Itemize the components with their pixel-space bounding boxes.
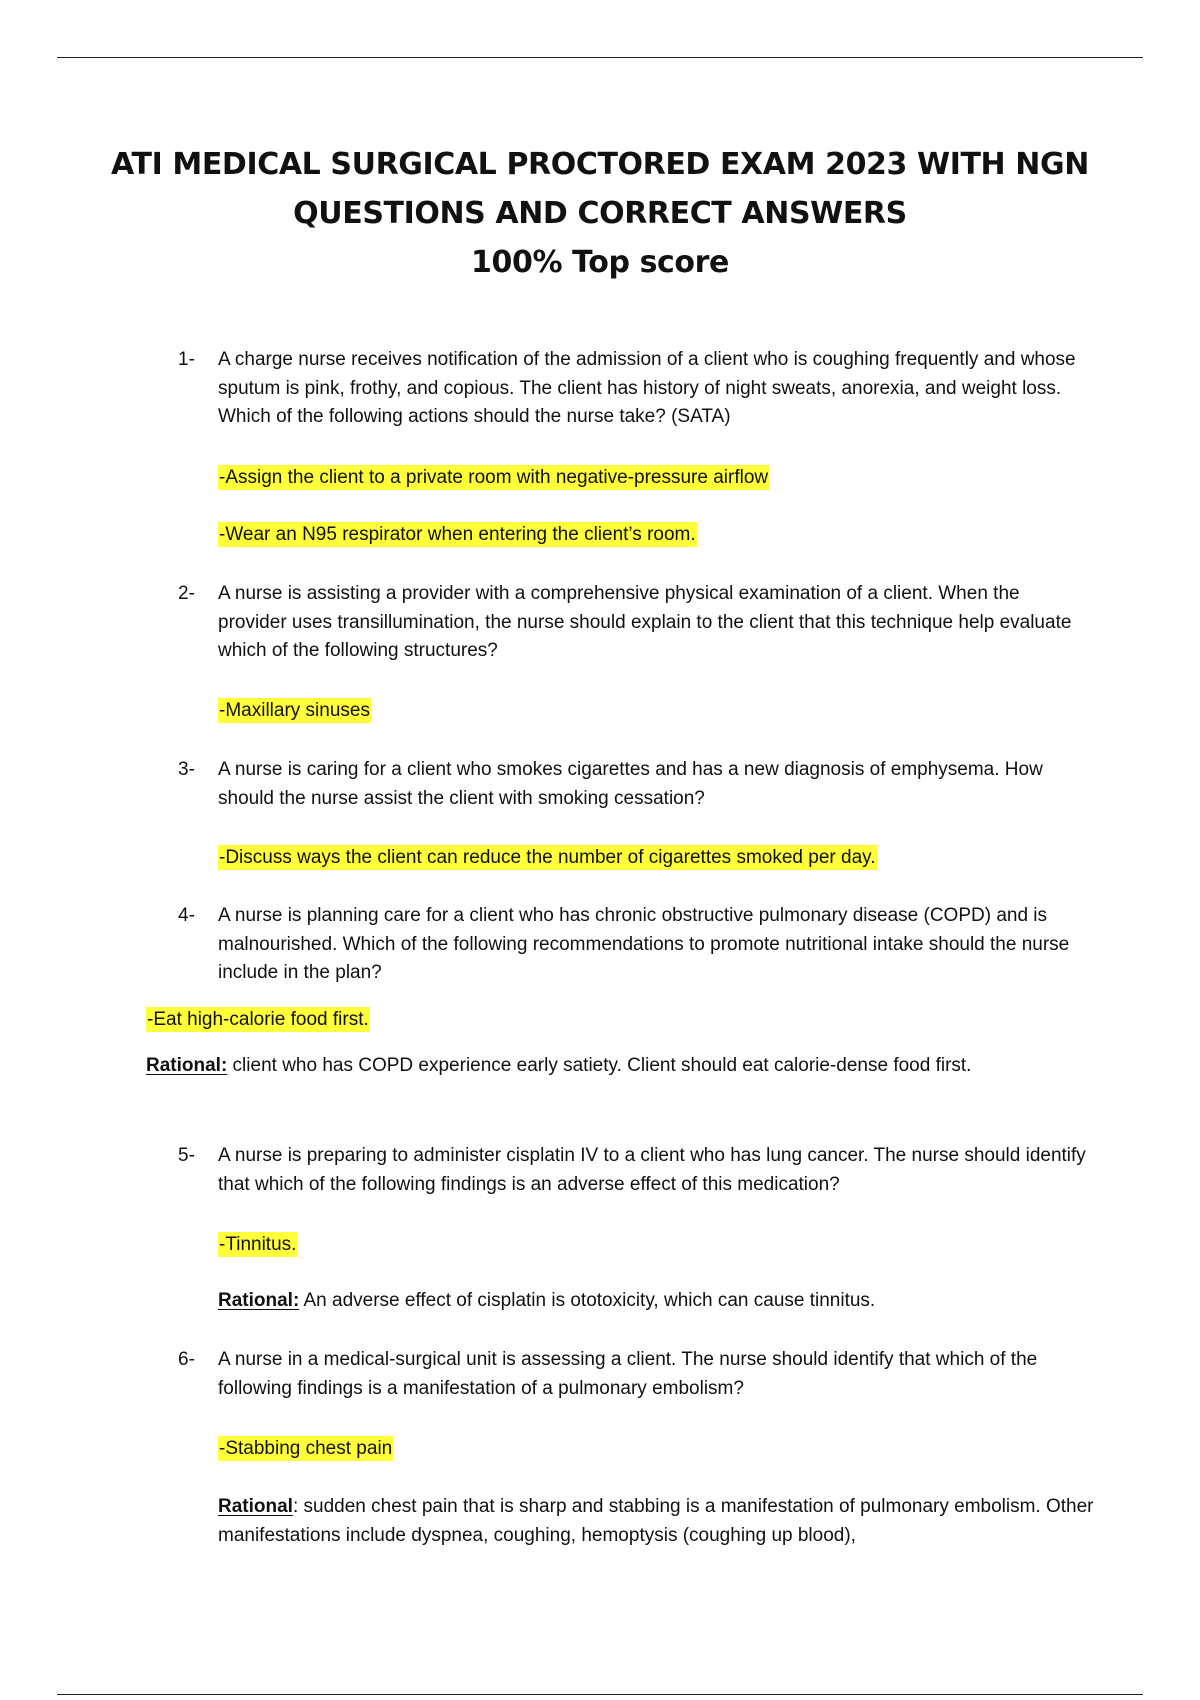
title-line-2: QUESTIONS AND CORRECT ANSWERS — [293, 196, 907, 231]
rationale-text: : sudden chest pain that is sharp and stabbing is a manifestation of pulmonary embolism. Other manifestations include dyspnea, coughing, hemoptysis (coughing up blood), — [218, 1496, 1094, 1546]
answer-highlight: -Eat high-calorie food first. — [147, 1009, 369, 1030]
answer-highlight: -Stabbing chest pain — [219, 1438, 393, 1459]
question-text: A nurse is planning care for a client who has chronic obstructive pulmonary disease (COPD) and is malnourished. Which of the following recommendations to promote nutritional intake should the nurse include in the plan? — [218, 905, 1070, 983]
answer-highlight: -Discuss ways the client can reduce the number of cigarettes smoked per day. — [219, 847, 876, 868]
rationale-label: Rational — [218, 1496, 293, 1517]
question-text: A charge nurse receives notification of the admission of a client who is coughing frequently and whose sputum is pink, frothy, and copious. The client has history of night sweats, anorexia, and weight loss. Which of the following actions should the nurse take? (SATA) — [218, 349, 1076, 427]
question-text: A nurse is assisting a provider with a comprehensive physical examination of a client. When the provider uses transillumination, the nurse should explain to the client that this technique help evaluate which of the following structures? — [218, 583, 1072, 661]
title-line-3: 100% Top score — [471, 245, 729, 280]
answer-1a — [218, 463, 769, 492]
question-number: 6- — [178, 1349, 195, 1370]
answer-highlight: -Assign the client to a private room with negative-pressure airflow — [219, 467, 769, 488]
footer-rule — [57, 1694, 1143, 1695]
answer-highlight: -Maxillary sinuses — [219, 700, 370, 721]
answer-1b — [218, 520, 697, 549]
answer-6 — [218, 1434, 393, 1463]
question-number: 5- — [178, 1145, 195, 1166]
question-number: 4- — [178, 905, 195, 926]
header-rule — [57, 57, 1143, 58]
title-line-1: ATI MEDICAL SURGICAL PROCTORED EXAM 2023 WITH NGN — [111, 147, 1089, 182]
question-number: 3- — [178, 759, 195, 780]
question-text: A nurse is caring for a client who smokes cigarettes and has a new diagnosis of emphysema. How should the nurse assist the client with smoking cessation? — [218, 759, 1043, 809]
answer-2 — [218, 696, 371, 725]
answer-3 — [218, 843, 877, 872]
answer-highlight: -Tinnitus. — [219, 1234, 297, 1255]
rationale-label: Rational: — [218, 1290, 300, 1311]
rationale-5 — [218, 1287, 1098, 1316]
document-title — [0, 140, 1200, 287]
question-number: 1- — [178, 349, 195, 370]
answer-highlight: -Wear an N95 respirator when entering the client’s room. — [219, 524, 696, 545]
answer-4 — [146, 1005, 370, 1034]
rationale-4 — [146, 1052, 1026, 1081]
rationale-text: client who has COPD experience early satiety. Client should eat calorie-dense food first. — [227, 1055, 972, 1076]
rationale-text: An adverse effect of cisplatin is ototoxicity, which can cause tinnitus. — [299, 1290, 876, 1311]
answer-5 — [218, 1230, 297, 1259]
rationale-label: Rational: — [146, 1055, 228, 1076]
question-number: 2- — [178, 583, 195, 604]
question-text: A nurse is preparing to administer cisplatin IV to a client who has lung cancer. The nurse should identify that which of the following findings is an adverse effect of this medication? — [218, 1145, 1086, 1195]
rationale-6 — [218, 1493, 1098, 1550]
question-text: A nurse in a medical-surgical unit is assessing a client. The nurse should identify that which of the following findings is a manifestation of a pulmonary embolism? — [218, 1349, 1038, 1399]
